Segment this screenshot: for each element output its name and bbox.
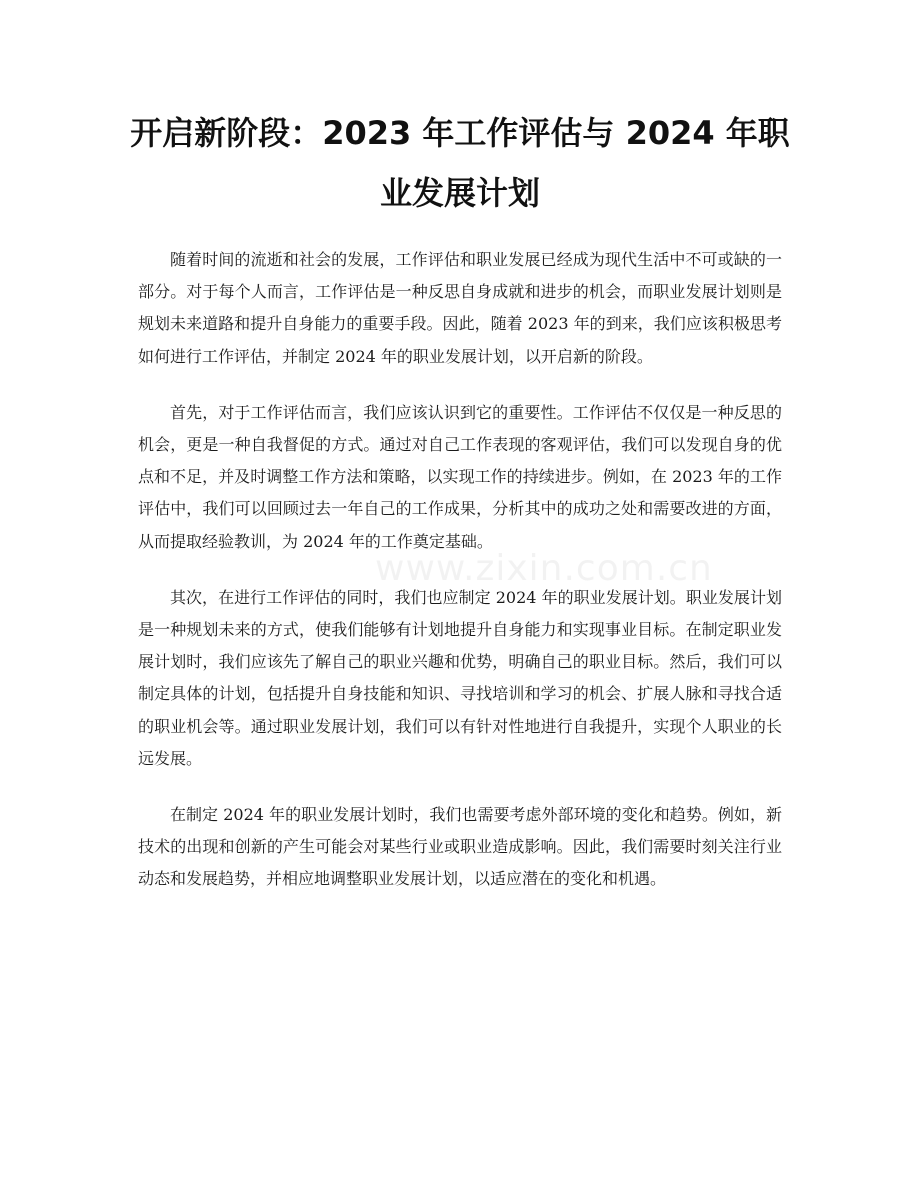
paragraph-intro: 随着时间的流逝和社会的发展，工作评估和职业发展已经成为现代生活中不可或缺的一部分。对于每个人而言，工作评估是一种反思自身成就和进步的机会，而职业发展计划则是规划未来道路和提升自身能力的重要手段。因此，随着 2023 年的到来，我们应该积极思考如何进行工作评估，并制定 2024 年的职业发展计划，以开启新的阶段。 [138, 250, 782, 366]
paragraph-work-evaluation: 首先，对于工作评估而言，我们应该认识到它的重要性。工作评估不仅仅是一种反思的机会，更是一种自我督促的方式。通过对自己工作表现的客观评估，我们可以发现自身的优点和不足，并及时调整工作方法和策略，以实现工作的持续进步。例如，在 2023 年的工作评估中，我们可以回顾过去一年自己的工作成果，分析其中的成功之处和需要改进的方面，从而提取经验教训，为 2024 年的工作奠定基础。 [138, 402, 782, 551]
document-body [138, 244, 782, 920]
paragraph-external-environment: 在制定 2024 年的职业发展计划时，我们也需要考虑外部环境的变化和趋势。例如，新技术的出现和创新的产生可能会对某些行业或职业造成影响。因此，我们需要时刻关注行业动态和发展趋势，并相应地调整职业发展计划，以适应潜在的变化和机遇。 [138, 805, 782, 889]
document-title: 开启新阶段：2023 年工作评估与 2024 年职业发展计划 [130, 114, 790, 212]
paragraph-career-plan: 其次，在进行工作评估的同时，我们也应制定 2024 年的职业发展计划。职业发展计划是一种规划未来的方式，使我们能够有计划地提升自身能力和实现事业目标。在制定职业发展计划时，我们应该先了解自己的职业兴趣和优势，明确自己的职业目标。然后，我们可以制定具体的计划，包括提升自身技能和知识、寻找培训和学习的机会、扩展人脉和寻找合适的职业机会等。通过职业发展计划，我们可以有针对性地进行自我提升，实现个人职业的长远发展。 [138, 587, 782, 768]
watermark: www.zixin.com.cn [375, 548, 713, 589]
